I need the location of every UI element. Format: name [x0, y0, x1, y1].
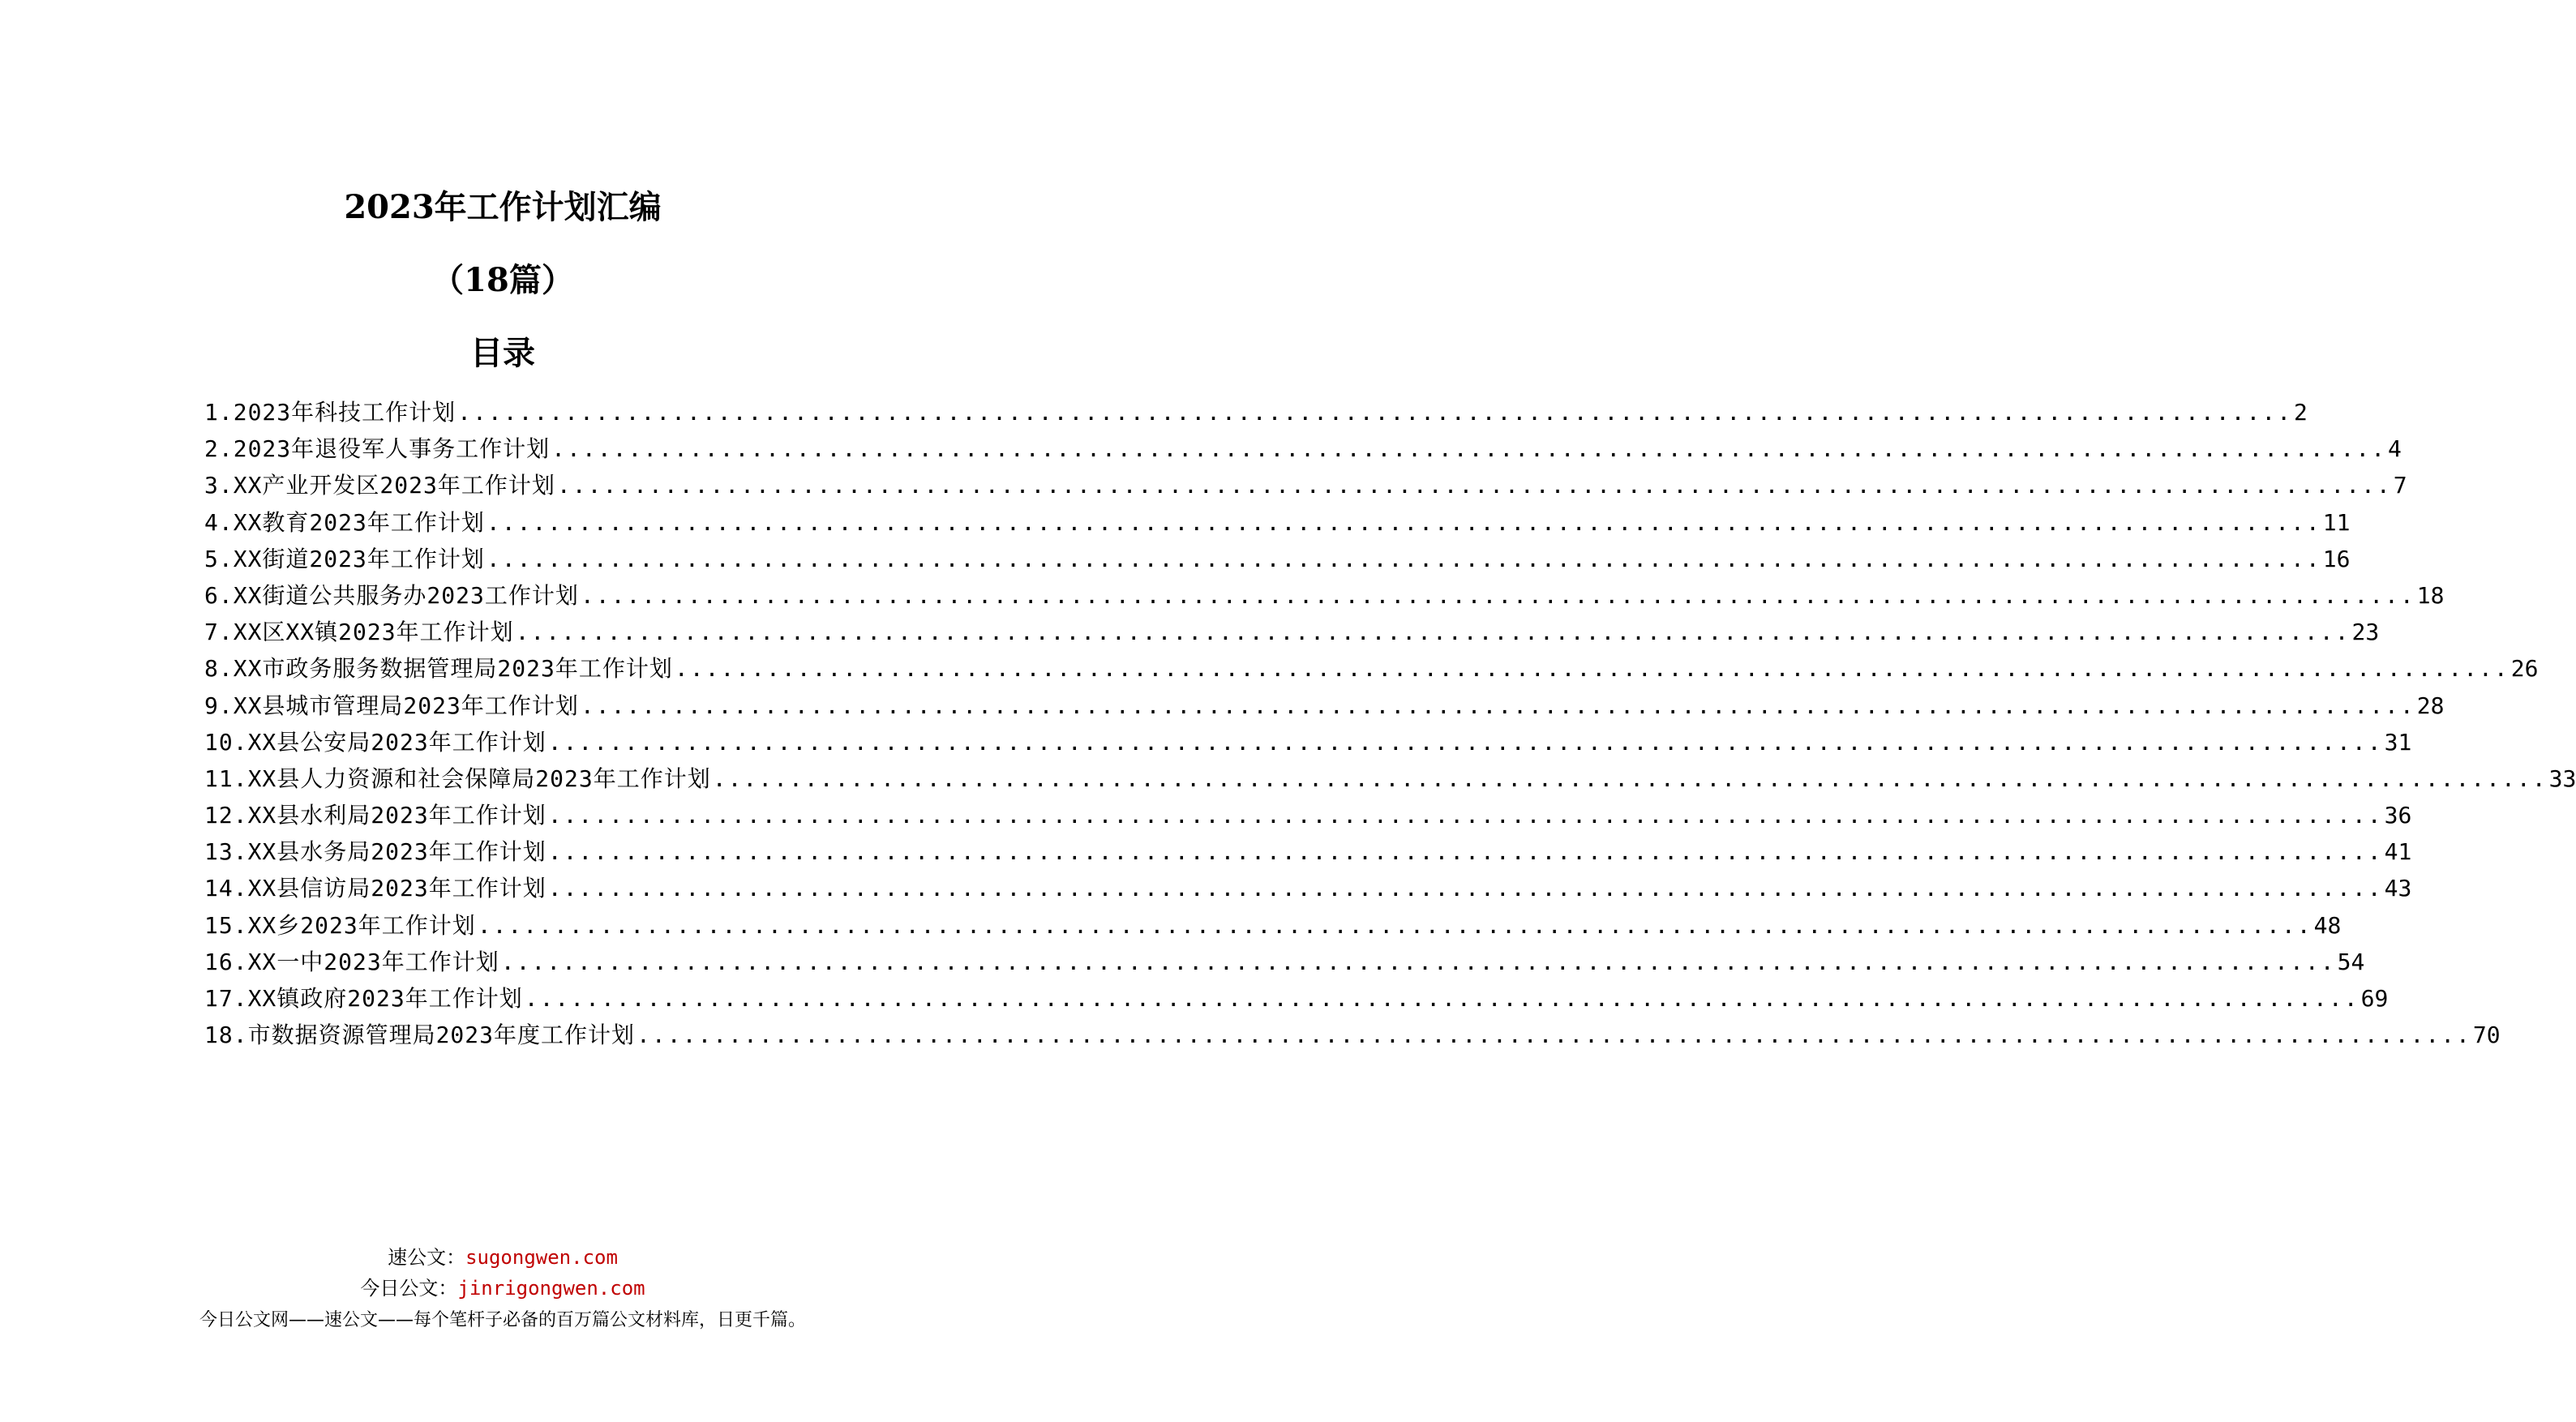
- toc-entry[interactable]: [204, 577, 2445, 614]
- footer-label-sugongwen: 速公文：: [388, 1246, 466, 1269]
- toc-entry-title: 15.XX乡2023年工作计划: [204, 911, 476, 939]
- toc-dot-leader: ........................................................................................................................: [547, 838, 2383, 866]
- footer-slogan: 今日公文网——速公文——每个笔杆子必备的百万篇公文材料库，日更千篇。: [199, 1310, 806, 1330]
- toc-entry-page-number: 41: [2384, 838, 2412, 866]
- toc-entry-title: 6.XX街道公共服务办2023工作计划: [204, 581, 579, 609]
- toc-entry-title: 8.XX市政务服务数据管理局2023年工作计划: [204, 655, 673, 683]
- toc-entry[interactable]: [204, 650, 2539, 687]
- toc-dot-leader: ........................................................................................................................: [551, 435, 2387, 463]
- toc-dot-leader: ........................................................................................................................: [556, 472, 2392, 499]
- toc-entry-page-number: 28: [2416, 692, 2445, 719]
- jinrigongwen-link[interactable]: jinrigongwen.com: [457, 1277, 645, 1300]
- toc-dot-leader: ........................................................................................................................: [486, 545, 2321, 572]
- toc-entry-page-number: 70: [2472, 1022, 2501, 1049]
- toc-entry[interactable]: [204, 1017, 2501, 1053]
- toc-entry-title: 2.2023年退役军人事务工作计划: [204, 435, 551, 463]
- toc-dot-leader: ........................................................................................................................: [547, 875, 2383, 902]
- toc-entry-page-number: 18: [2416, 581, 2445, 609]
- toc-entry[interactable]: [204, 760, 2576, 797]
- toc-entry[interactable]: [204, 870, 2412, 906]
- toc-dot-leader: ........................................................................................................................: [636, 1022, 2471, 1049]
- document-subtitle: （18篇）: [431, 261, 574, 299]
- toc-dot-leader: ........................................................................................................................: [547, 728, 2383, 756]
- toc-entry[interactable]: [204, 944, 2365, 980]
- toc-entry[interactable]: [204, 687, 2445, 724]
- toc-dot-leader: ........................................................................................................................: [477, 911, 2312, 939]
- toc-entry-page-number: 23: [2351, 619, 2380, 646]
- toc-dot-leader: ........................................................................................................................: [524, 985, 2360, 1012]
- toc-entry[interactable]: [204, 541, 2351, 577]
- toc-entry-page-number: 31: [2384, 728, 2412, 756]
- toc-entry-title: 7.XX区XX镇2023年工作计划: [204, 619, 514, 646]
- toc-entry-title: 13.XX县水务局2023年工作计划: [204, 838, 546, 866]
- toc-entry-page-number: 26: [2510, 655, 2539, 683]
- toc-entry-page-number: 7: [2393, 472, 2407, 499]
- toc-entry-title: 14.XX县信访局2023年工作计划: [204, 875, 546, 902]
- toc-entry-page-number: 54: [2337, 948, 2365, 975]
- toc-entry-title: 1.2023年科技工作计划: [204, 399, 456, 426]
- toc-entry-title: 17.XX镇政府2023年工作计划: [204, 985, 523, 1012]
- toc-entry[interactable]: [204, 504, 2351, 541]
- toc-entry-page-number: 69: [2360, 985, 2389, 1012]
- toc-dot-leader: ........................................................................................................................: [580, 692, 2415, 719]
- footer-label-jinrigongwen: 今日公文：: [360, 1277, 458, 1300]
- toc-entry-page-number: 33: [2548, 765, 2576, 792]
- toc-entry-title: 10.XX县公安局2023年工作计划: [204, 728, 546, 756]
- toc-dot-leader: ........................................................................................................................: [580, 581, 2415, 609]
- toc-dot-leader: ........................................................................................................................: [515, 619, 2351, 646]
- document-title: 2023年工作计划汇编: [344, 188, 662, 226]
- toc-dot-leader: ........................................................................................................................: [500, 948, 2336, 975]
- toc-entry-page-number: 48: [2313, 911, 2342, 939]
- toc-entry[interactable]: [204, 394, 2308, 430]
- toc-entry-title: 9.XX县城市管理局2023年工作计划: [204, 692, 579, 719]
- toc-entry-title: 12.XX县水利局2023年工作计划: [204, 802, 546, 829]
- toc-dot-leader: ........................................................................................................................: [457, 399, 2293, 426]
- sugongwen-link[interactable]: sugongwen.com: [465, 1246, 618, 1269]
- toc-entry-title: 5.XX街道2023年工作计划: [204, 545, 485, 572]
- toc-entry-title: 4.XX教育2023年工作计划: [204, 508, 485, 536]
- toc-entry-page-number: 16: [2322, 545, 2351, 572]
- toc-entry[interactable]: [204, 907, 2342, 944]
- table-of-contents: [204, 394, 2576, 1053]
- toc-entry-title: 18.市数据资源管理局2023年度工作计划: [204, 1022, 636, 1049]
- toc-entry-page-number: 11: [2322, 508, 2351, 536]
- toc-entry-page-number: 4: [2388, 435, 2402, 463]
- toc-entry-page-number: 2: [2294, 399, 2308, 426]
- toc-dot-leader: ........................................................................................................................: [712, 765, 2548, 792]
- footer-line-jinrigongwen: [0, 1274, 1005, 1302]
- toc-entry[interactable]: [204, 724, 2412, 760]
- toc-entry-page-number: 43: [2384, 875, 2412, 902]
- toc-dot-leader: ........................................................................................................................: [547, 802, 2383, 829]
- toc-entry-title: 16.XX一中2023年工作计划: [204, 948, 499, 975]
- toc-entry[interactable]: [204, 797, 2412, 833]
- footer-line-sugongwen: [0, 1244, 1005, 1271]
- toc-entry[interactable]: [204, 980, 2389, 1017]
- toc-entry-title: 11.XX县人力资源和社会保障局2023年工作计划: [204, 765, 711, 792]
- toc-entry[interactable]: [204, 430, 2402, 467]
- toc-entry[interactable]: [204, 467, 2407, 503]
- toc-entry-title: 3.XX产业开发区2023年工作计划: [204, 472, 555, 499]
- toc-heading: 目录: [470, 334, 535, 372]
- toc-entry[interactable]: [204, 833, 2412, 870]
- toc-entry[interactable]: [204, 614, 2380, 650]
- toc-dot-leader: ........................................................................................................................: [486, 508, 2321, 536]
- toc-entry-page-number: 36: [2384, 802, 2412, 829]
- toc-dot-leader: ........................................................................................................................: [674, 655, 2510, 683]
